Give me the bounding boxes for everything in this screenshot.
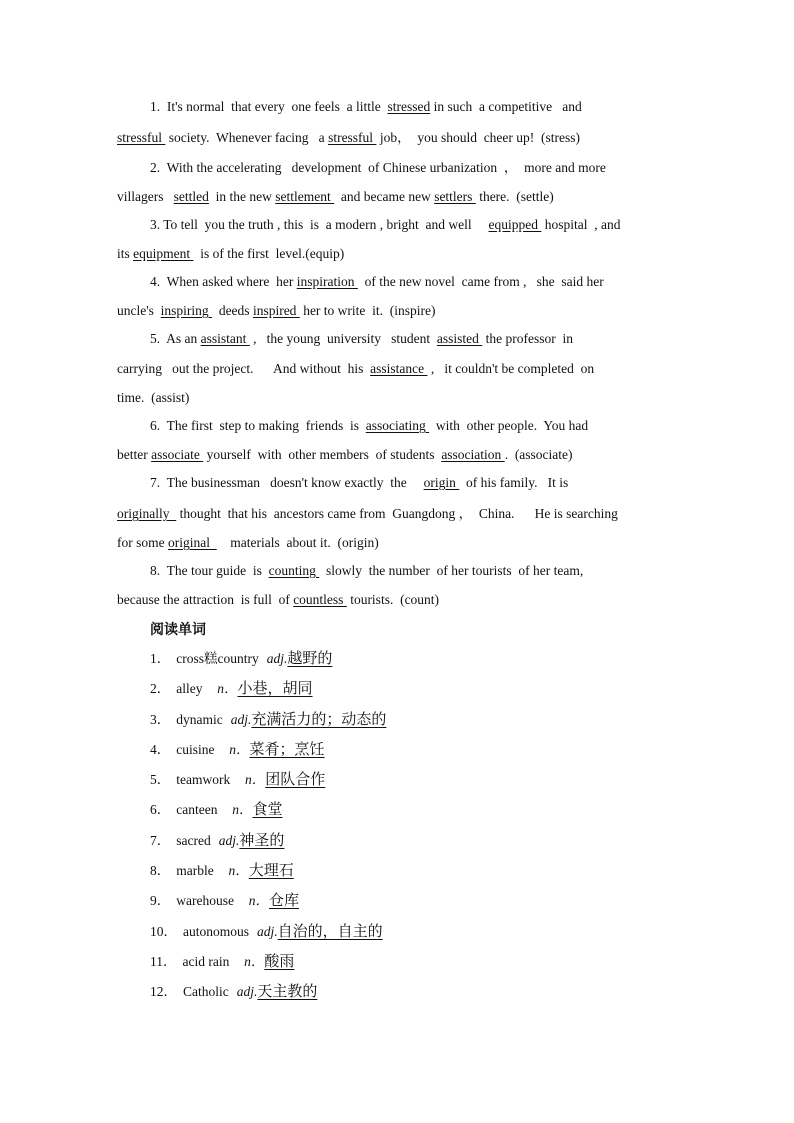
exercise-3-line — [150, 216, 621, 234]
answer-blank: equipped — [488, 217, 542, 232]
vocab-item — [150, 830, 386, 860]
vocab-number: 5． — [150, 772, 171, 788]
vocab-number: 10． — [150, 923, 177, 939]
exercise-text: her to write it. (inspire) — [299, 303, 436, 318]
exercise-text: villagers — [117, 189, 174, 204]
vocab-item — [150, 951, 386, 981]
vocab-word: dynamic — [176, 711, 223, 727]
exercise-text: because the attraction is full of — [117, 592, 294, 607]
vocab-meaning: 神圣的 — [239, 830, 285, 849]
exercise-text: is of the first level.(equip) — [193, 246, 345, 261]
exercise-text: , it couldn't be completed on — [427, 361, 595, 376]
exercise-2-line — [117, 188, 554, 206]
answer-blank: equipment — [133, 246, 194, 261]
exercise-6-line — [150, 417, 588, 435]
vocab-meaning: 酸雨 — [264, 951, 295, 970]
part-of-speech: n． — [241, 893, 269, 909]
exercise-text: 6. The first step to making friends is — [150, 418, 366, 433]
exercise-3-line — [117, 245, 344, 263]
exercise-text: society. Whenever facing a — [165, 130, 329, 145]
vocab-item — [150, 739, 386, 769]
vocab-word: canteen — [176, 802, 218, 818]
exercise-text: job， you should cheer up! (stress) — [376, 130, 581, 145]
exercise-text: time. (assist) — [117, 390, 190, 405]
exercise-text: deeds — [212, 303, 253, 318]
answer-blank: stressful — [328, 130, 377, 145]
answer-blank: origin — [423, 475, 460, 490]
exercise-text: of the new novel came from , she said her — [357, 274, 604, 289]
exercise-1-line — [150, 98, 582, 116]
vocab-item — [150, 890, 386, 920]
vocab-number: 9． — [150, 893, 171, 909]
exercise-text: there. (settle) — [475, 189, 554, 204]
vocab-word: cuisine — [176, 741, 215, 757]
vocab-meaning: 大理石 — [248, 861, 294, 880]
vocab-item — [150, 981, 386, 1011]
vocab-meaning: 天主教的 — [257, 982, 318, 1001]
exercise-text: . (associate) — [504, 447, 573, 462]
vocab-item — [150, 648, 386, 678]
exercise-text: 8. The tour guide is — [150, 563, 269, 578]
exercise-text: for some — [117, 535, 168, 550]
exercise-text: tourists. (count) — [346, 592, 440, 607]
exercise-8-line — [117, 591, 439, 609]
vocab-number: 12． — [150, 984, 177, 1000]
answer-blank: stressful — [117, 130, 166, 145]
exercise-text: 5. As an — [150, 331, 201, 346]
exercise-text: yourself with other members of students — [203, 447, 442, 462]
vocabulary-list — [150, 648, 386, 1012]
vocab-number: 8． — [150, 863, 171, 879]
exercise-text: the professor in — [482, 331, 573, 346]
exercise-text: 3. To tell you the truth , this is a modern , bright and well — [150, 217, 489, 232]
exercise-7-line — [117, 505, 618, 523]
part-of-speech: adj. — [266, 651, 288, 666]
exercise-text: better — [117, 447, 152, 462]
answer-blank: countless — [293, 592, 347, 607]
exercise-text: 1. It's normal that every one feels a little — [150, 99, 388, 114]
vocab-item — [150, 709, 386, 739]
answer-blank: inspired — [252, 303, 300, 318]
vocab-number: 11． — [150, 953, 177, 969]
vocab-number: 1． — [150, 651, 171, 666]
vocab-item — [150, 678, 386, 708]
vocab-number: 2． — [150, 681, 171, 697]
exercise-6-line — [117, 446, 573, 464]
exercise-text: in such a competitive and — [430, 99, 582, 114]
answer-blank: assisted — [436, 331, 483, 346]
exercise-text: hospital , and — [541, 217, 621, 232]
exercise-7-line — [150, 474, 568, 492]
vocab-item — [150, 799, 386, 829]
vocab-word: Catholic — [183, 984, 229, 1000]
exercise-1-line — [117, 129, 580, 147]
answer-blank: settlement — [275, 189, 335, 204]
exercise-text: of his family. It is — [459, 475, 569, 490]
exercise-4-line — [117, 302, 436, 320]
exercise-text: slowly the number of her tourists of her team, — [319, 563, 584, 578]
answer-blank: associate — [151, 447, 204, 462]
exercise-8-line — [150, 562, 583, 580]
part-of-speech: n． — [237, 953, 265, 969]
exercise-text: its — [117, 246, 134, 261]
part-of-speech: adj. — [230, 711, 252, 727]
part-of-speech: n． — [222, 741, 250, 757]
vocab-number: 4． — [150, 741, 171, 757]
part-of-speech: adj. — [218, 832, 240, 848]
answer-blank: settled — [173, 189, 209, 204]
exercise-5-line — [150, 330, 573, 348]
exercise-text: carrying out the project. And without his — [117, 361, 371, 376]
exercise-5-line — [117, 360, 594, 378]
exercise-text: uncle's — [117, 303, 161, 318]
answer-blank: settlers — [434, 189, 476, 204]
part-of-speech: n． — [221, 863, 249, 879]
exercise-text: 7. The businessman doesn't know exactly the — [150, 475, 424, 490]
vocab-word: autonomous — [183, 923, 249, 939]
answer-blank: associating — [365, 418, 430, 433]
vocab-item — [150, 769, 386, 799]
answer-blank: counting — [268, 563, 320, 578]
part-of-speech: adj. — [257, 923, 278, 939]
part-of-speech: n． — [225, 802, 253, 818]
vocab-meaning: 食堂 — [252, 800, 283, 819]
vocab-word: alley — [176, 681, 203, 697]
exercise-text: materials about it. (origin) — [216, 535, 379, 550]
vocab-item — [150, 921, 386, 951]
vocab-meaning: 越野的 — [287, 649, 333, 667]
part-of-speech: n． — [210, 681, 238, 697]
vocab-word: teamwork — [176, 772, 231, 788]
vocab-meaning: 仓库 — [268, 891, 299, 910]
vocab-word: cross糕country — [176, 651, 259, 666]
vocab-word: marble — [176, 863, 214, 879]
answer-blank: association — [441, 447, 505, 462]
vocab-word: sacred — [176, 832, 211, 848]
vocab-meaning: 自治的，自主的 — [277, 921, 383, 940]
answer-blank: originally — [117, 506, 177, 521]
vocab-number: 3． — [150, 711, 171, 727]
vocab-meaning: 菜肴；烹饪 — [249, 739, 325, 758]
part-of-speech: n． — [238, 772, 266, 788]
vocab-word: acid rain — [182, 953, 230, 969]
exercise-text: 2. With the accelerating development of Chinese urbanization ， more and more — [150, 160, 606, 175]
answer-blank: inspiration — [296, 274, 358, 289]
exercise-text: and became new — [334, 189, 435, 204]
section-heading: 阅读单词 — [150, 622, 206, 638]
vocab-number: 6． — [150, 802, 171, 818]
part-of-speech: adj. — [236, 984, 258, 1000]
exercise-text: 4. When asked where her — [150, 274, 297, 289]
exercise-7-line — [117, 534, 379, 552]
vocab-word: warehouse — [176, 893, 234, 909]
exercise-text: in the new — [208, 189, 276, 204]
answer-blank: stressed — [387, 99, 431, 114]
vocab-item — [150, 860, 386, 890]
exercise-text: thought that his ancestors came from Guangdong ， China. He is searching — [176, 506, 618, 521]
answer-blank: inspiring — [160, 303, 213, 318]
vocab-meaning: 团队合作 — [265, 770, 326, 789]
exercise-5-line — [117, 389, 189, 407]
exercise-text: , the young university student — [249, 331, 437, 346]
answer-blank: original — [168, 535, 217, 550]
exercise-2-line — [150, 159, 606, 177]
vocab-meaning: 小巷，胡同 — [237, 679, 313, 698]
answer-blank: assistant — [200, 331, 250, 346]
vocab-meaning: 充满活力的；动态的 — [251, 709, 387, 728]
vocab-number: 7． — [150, 832, 171, 848]
exercise-4-line — [150, 273, 604, 291]
exercise-text: with other people. You had — [429, 418, 589, 433]
answer-blank: assistance — [370, 361, 428, 376]
